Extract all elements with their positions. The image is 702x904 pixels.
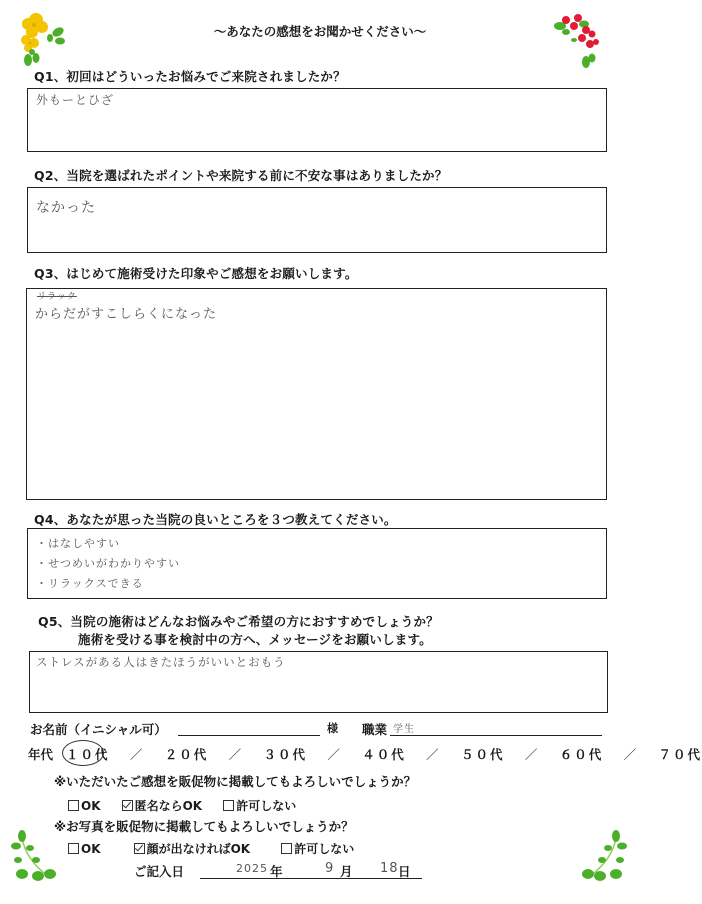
checkbox[interactable] <box>68 800 79 811</box>
question-1-label: Q1、初回はどういったお悩みでご来院されましたか？ <box>34 69 346 84</box>
consent-photo-no-face-ok[interactable]: 顔が出なければOK <box>134 842 251 856</box>
question-2-label: Q2、当院を選ばれたポイントや来院する前に不安な事はありましたか？ <box>34 168 448 183</box>
consent-review-anonymous-ok[interactable]: 匿名ならOK <box>122 799 203 813</box>
consent-photo-deny[interactable]: 許可しない <box>281 842 354 856</box>
age-separator: ／ <box>524 747 540 762</box>
question-4-answer-box[interactable] <box>27 528 607 599</box>
age-separator: ／ <box>623 747 639 762</box>
question-1-answer: 外もーとひざ <box>36 93 115 107</box>
consent-photo-options <box>68 838 370 857</box>
question-3-answer-box[interactable] <box>26 288 607 500</box>
question-1-answer-box[interactable] <box>27 88 607 152</box>
day-unit: 日 <box>398 864 411 879</box>
age-options <box>66 745 702 763</box>
age-label: 年代 <box>28 747 54 762</box>
question-5-label: Q5、当院の施術はどんなお悩みやご希望の方におすすめでしょうか？ <box>38 614 439 629</box>
question-5-answer-box[interactable] <box>29 651 608 713</box>
date-day[interactable]: 18 <box>380 861 399 876</box>
question-4-answer-line-3: ・リラックスできる <box>36 577 144 590</box>
name-suffix: 様 <box>327 722 338 735</box>
date-month[interactable]: 9 <box>325 861 335 876</box>
occupation-input-line[interactable] <box>390 735 602 736</box>
question-4-answer-line-2: ・せつめいがわかりやすい <box>36 557 180 570</box>
leaf-decoration-left-icon <box>8 830 58 886</box>
question-2-answer-box[interactable] <box>27 187 607 253</box>
question-3-label: Q3、はじめて施術受けた印象やご感想をお願いします。 <box>34 266 358 281</box>
occupation-label: 職業 <box>362 722 388 737</box>
age-option-70s[interactable]: ７０代 <box>658 747 702 762</box>
consent-review-ok[interactable]: OK <box>68 799 101 813</box>
name-input-line[interactable] <box>178 735 320 736</box>
question-4-label: Q4、あなたが思った当院の良いところを３つ教えてください。 <box>34 512 397 527</box>
month-unit: 月 <box>340 864 353 879</box>
checkbox-checked[interactable] <box>122 800 133 811</box>
question-5-answer: ストレスがある人はきたほうがいいとおもう <box>36 655 286 669</box>
age-option-40s[interactable]: ４０代 <box>362 747 406 762</box>
checkbox[interactable] <box>281 843 292 854</box>
date-year[interactable]: 2025 <box>236 862 268 875</box>
age-option-10s[interactable]: １０代 <box>66 747 110 762</box>
consent-photo-ok[interactable]: OK <box>68 842 101 856</box>
age-option-20s[interactable]: ２０代 <box>164 747 209 762</box>
checkbox-checked[interactable] <box>134 843 145 854</box>
question-4-answer-line-1: ・はなしやすい <box>36 537 120 550</box>
question-2-answer: なかった <box>36 200 96 216</box>
leaf-decoration-right-icon <box>580 830 630 886</box>
name-label: お名前（イニシャル可） <box>30 722 167 737</box>
question-3-answer: からだがすこしらくになった <box>35 307 218 322</box>
year-unit: 年 <box>270 864 283 879</box>
age-separator: ／ <box>129 747 145 762</box>
checkbox[interactable] <box>68 843 79 854</box>
form-title: 〜あなたの感想をお聞かせください〜 <box>213 24 427 39</box>
date-input-line <box>200 878 422 879</box>
question-3-struck-text: リラック <box>37 292 77 302</box>
question-5-label-line-2: 施術を受ける事を検討中の方へ、メッセージをお願いします。 <box>78 632 432 647</box>
age-separator: ／ <box>327 747 342 762</box>
age-option-30s[interactable]: ３０代 <box>263 747 308 762</box>
occupation-input[interactable]: 学生 <box>393 724 415 735</box>
consent-review-question: ※いただいたご感想を販促物に掲載してもよろしいでしょうか？ <box>54 774 417 789</box>
consent-review-options <box>68 795 312 814</box>
consent-review-deny[interactable]: 許可しない <box>223 799 296 813</box>
date-label: ご記入日 <box>134 864 185 879</box>
age-separator: ／ <box>426 747 441 762</box>
checkbox[interactable] <box>223 800 234 811</box>
age-option-50s[interactable]: ５０代 <box>461 747 505 762</box>
consent-photo-question: ※お写真を販促物に掲載してもよろしいでしょうか？ <box>54 819 354 834</box>
age-option-60s[interactable]: ６０代 <box>559 747 604 762</box>
age-separator: ／ <box>228 747 244 762</box>
